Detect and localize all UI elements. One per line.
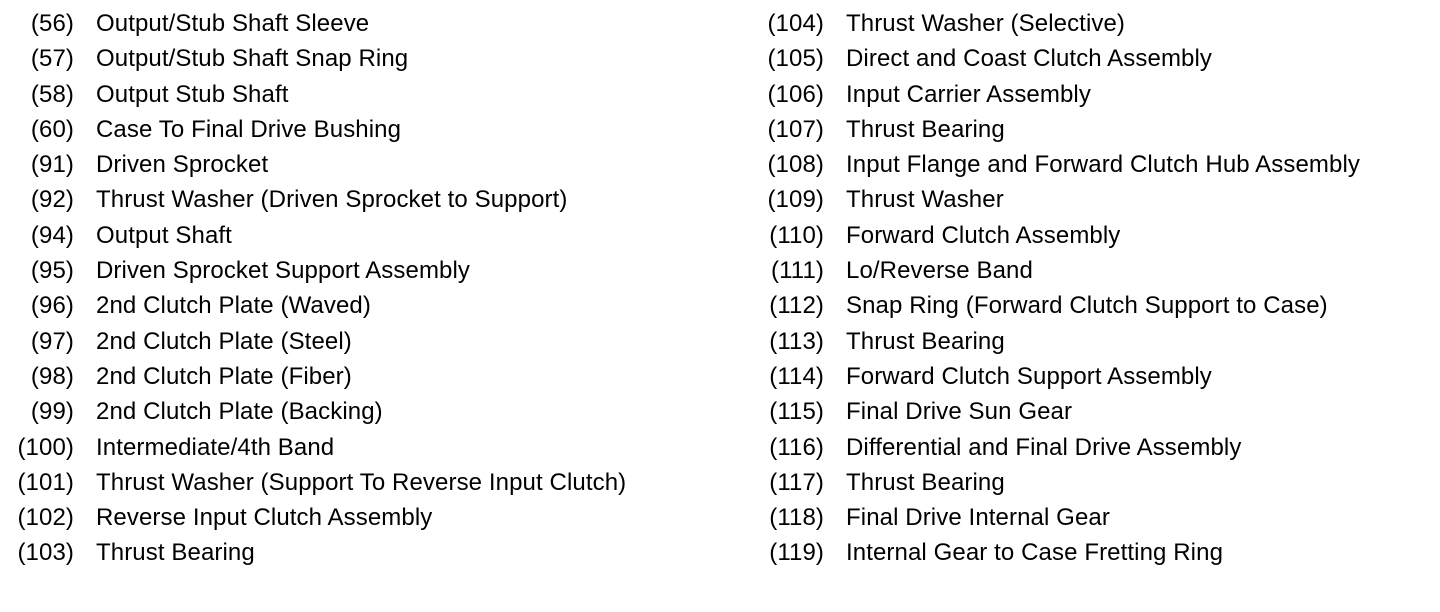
item-description: Differential and Final Drive Assembly	[846, 433, 1242, 461]
legend-item	[0, 502, 720, 533]
item-description: Input Carrier Assembly	[846, 80, 1091, 108]
item-description: Driven Sprocket	[96, 151, 269, 179]
legend-item	[0, 255, 720, 286]
item-description: Case To Final Drive Bushing	[96, 115, 402, 143]
item-description: Snap Ring (Forward Clutch Support to Case)	[846, 292, 1328, 320]
legend-item	[754, 43, 1434, 74]
item-description: Output/Stub Shaft Snap Ring	[96, 45, 409, 73]
item-description: Thrust Bearing	[846, 468, 1005, 496]
item-description: Output Stub Shaft	[96, 80, 289, 108]
item-number: (106)	[767, 80, 824, 108]
item-number: (114)	[769, 362, 824, 390]
item-description: Final Drive Sun Gear	[846, 398, 1073, 426]
item-number: (96)	[30, 292, 74, 320]
legend-item	[0, 396, 720, 427]
item-description: Reverse Input Clutch Assembly	[96, 504, 433, 532]
item-number: (94)	[30, 221, 74, 249]
item-number: (109)	[767, 186, 824, 214]
item-number: (97)	[30, 327, 74, 355]
item-number: (100)	[17, 433, 74, 461]
item-description: Input Flange and Forward Clutch Hub Assembly	[846, 151, 1360, 179]
item-number: (95)	[30, 257, 74, 285]
item-description: Forward Clutch Support Assembly	[846, 362, 1212, 390]
legend-item	[754, 149, 1434, 180]
item-number: (103)	[17, 539, 74, 567]
item-description: Thrust Bearing	[846, 327, 1005, 355]
parts-legend-left-column	[0, 8, 720, 573]
item-number: (104)	[767, 10, 824, 37]
item-description: Final Drive Internal Gear	[846, 504, 1110, 532]
legend-item	[754, 432, 1434, 463]
item-description: Direct and Coast Clutch Assembly	[846, 45, 1213, 73]
item-number: (112)	[769, 292, 824, 320]
item-number: (57)	[30, 45, 74, 73]
legend-item	[0, 361, 720, 392]
legend-item	[0, 8, 720, 39]
legend-item	[754, 255, 1434, 286]
legend-item	[754, 502, 1434, 533]
item-number: (92)	[30, 186, 74, 214]
item-description: Thrust Bearing	[96, 539, 255, 567]
legend-item	[754, 290, 1434, 321]
item-number: (101)	[17, 468, 74, 496]
item-number: (102)	[17, 504, 74, 532]
legend-item	[0, 537, 720, 568]
item-number: (107)	[767, 115, 824, 143]
item-number: (98)	[30, 362, 74, 390]
legend-item	[0, 43, 720, 74]
legend-item	[0, 220, 720, 251]
item-description: Lo/Reverse Band	[846, 257, 1033, 285]
legend-item	[754, 361, 1434, 392]
item-description: Thrust Washer	[846, 186, 1004, 214]
legend-item	[754, 326, 1434, 357]
item-description: Internal Gear to Case Fretting Ring	[846, 539, 1224, 567]
legend-item	[754, 396, 1434, 427]
item-description: 2nd Clutch Plate (Backing)	[96, 398, 383, 426]
legend-item	[754, 8, 1434, 39]
item-number: (56)	[30, 10, 74, 37]
legend-item	[0, 290, 720, 321]
legend-item	[0, 114, 720, 145]
item-number: (110)	[769, 221, 824, 249]
item-description: Thrust Washer (Driven Sprocket to Support)	[96, 186, 568, 214]
item-number: (105)	[767, 45, 824, 73]
item-number: (91)	[30, 151, 74, 179]
item-number: (108)	[767, 151, 824, 179]
item-number: (60)	[30, 115, 74, 143]
item-number: (111)	[771, 257, 824, 285]
legend-item	[0, 149, 720, 180]
item-description: Output Shaft	[96, 221, 232, 249]
item-description: Output/Stub Shaft Sleeve	[96, 10, 370, 37]
legend-item	[0, 432, 720, 463]
legend-item	[0, 79, 720, 110]
item-number: (116)	[769, 433, 824, 461]
item-number: (113)	[769, 327, 824, 355]
item-description: 2nd Clutch Plate (Steel)	[96, 327, 352, 355]
legend-item	[754, 184, 1434, 215]
item-number: (118)	[769, 504, 824, 532]
item-description: 2nd Clutch Plate (Waved)	[96, 292, 371, 320]
item-description: Intermediate/4th Band	[96, 433, 335, 461]
item-number: (115)	[769, 398, 824, 426]
item-description: Thrust Washer (Support To Reverse Input Clutch)	[96, 468, 627, 496]
item-number: (117)	[769, 468, 824, 496]
legend-item	[0, 326, 720, 357]
parts-legend-right-column	[754, 8, 1434, 573]
legend-item	[754, 220, 1434, 251]
item-description: Thrust Washer (Selective)	[846, 10, 1126, 37]
item-description: 2nd Clutch Plate (Fiber)	[96, 362, 352, 390]
item-number: (58)	[30, 80, 74, 108]
item-description: Driven Sprocket Support Assembly	[96, 257, 471, 285]
legend-item	[0, 467, 720, 498]
legend-item	[754, 79, 1434, 110]
item-description: Thrust Bearing	[846, 115, 1005, 143]
item-description: Forward Clutch Assembly	[846, 221, 1121, 249]
item-number: (99)	[30, 398, 74, 426]
item-number: (119)	[769, 539, 824, 567]
legend-item	[754, 467, 1434, 498]
legend-item	[754, 537, 1434, 568]
legend-item	[0, 184, 720, 215]
legend-item	[754, 114, 1434, 145]
